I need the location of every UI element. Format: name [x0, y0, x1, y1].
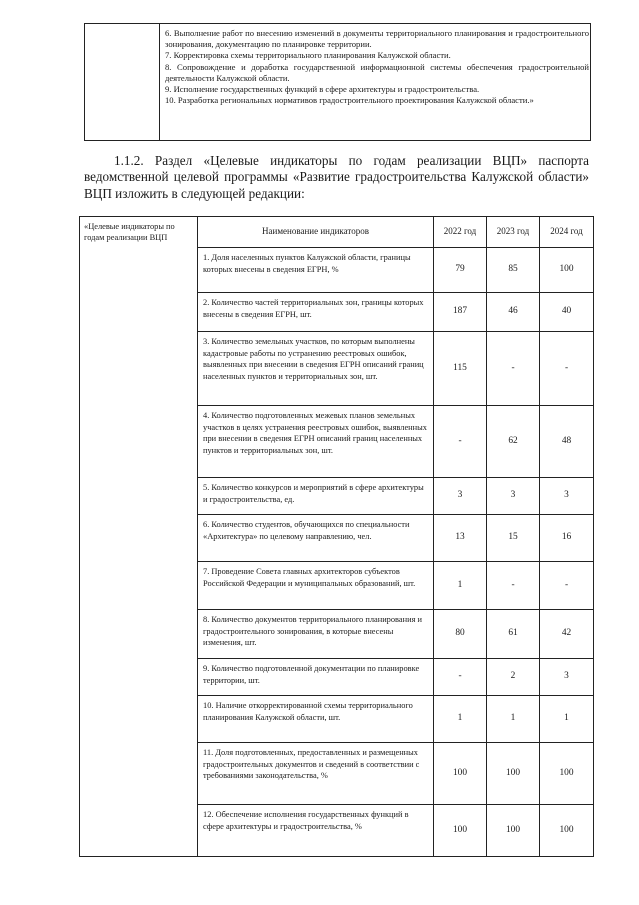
value-2022: -	[434, 406, 487, 478]
value-2024: -	[540, 332, 594, 406]
value-2022: 100	[434, 743, 487, 805]
value-2022: 1	[434, 562, 487, 610]
value-2023: 3	[487, 478, 540, 515]
indicator-name: 3. Количество земельных участков, по которым выполнены кадастровые работы по устранению реестровых ошибок, выявленных при внесении в сведения ЕГРН описаний границ населенных пунктов и территориальных зон, шт.	[198, 332, 434, 406]
value-2024: 16	[540, 515, 594, 562]
value-2023: 2	[487, 659, 540, 696]
value-2022: 13	[434, 515, 487, 562]
indicator-name: 6. Количество студентов, обучающихся по специальности «Архитектура» по целевому направлению, чел.	[198, 515, 434, 562]
value-2022: 1	[434, 696, 487, 743]
value-2023: 62	[487, 406, 540, 478]
table-header-row	[80, 217, 594, 248]
value-2024: 3	[540, 478, 594, 515]
header-indicator-name: Наименование индикаторов	[198, 217, 434, 248]
value-2022: 100	[434, 805, 487, 857]
value-2024: 40	[540, 293, 594, 332]
task-item: 6. Выполнение работ по внесению изменений в документы территориального планирования и градостроительного зонирования, документацию по планировке территории.	[165, 28, 589, 50]
value-2023: 85	[487, 248, 540, 293]
value-2024: 100	[540, 743, 594, 805]
task-item: 10. Разработка региональных нормативов градостроительного проектирования Калужской области.»	[165, 95, 534, 106]
header-2024: 2024 год	[540, 217, 594, 248]
header-2023: 2023 год	[487, 217, 540, 248]
indicator-name: 7. Проведение Совета главных архитекторов субъектов Российской Федерации и муниципальных образований, шт.	[198, 562, 434, 610]
value-2022: 79	[434, 248, 487, 293]
task-item: 8. Сопровождение и доработка государственной информационной системы обеспечения градостроительной деятельности Калужской области.	[165, 61, 589, 83]
value-2022: 187	[434, 293, 487, 332]
value-2022: -	[434, 659, 487, 696]
indicators-row-label: «Целевые индикаторы по годам реализации ВЦП	[80, 217, 198, 857]
value-2024: 42	[540, 610, 594, 659]
value-2023: 61	[487, 610, 540, 659]
indicators-table	[79, 216, 594, 857]
value-2023: 15	[487, 515, 540, 562]
value-2023: 100	[487, 743, 540, 805]
value-2024: 48	[540, 406, 594, 478]
continuation-label-cell	[85, 24, 160, 140]
value-2023: 100	[487, 805, 540, 857]
value-2023: 1	[487, 696, 540, 743]
indicator-name: 5. Количество конкурсов и мероприятий в сфере архитектуры и градостроительства, ед.	[198, 478, 434, 515]
value-2024: 100	[540, 805, 594, 857]
value-2024: 100	[540, 248, 594, 293]
indicator-name: 4. Количество подготовленных межевых планов земельных участков в целях устранения реестровых ошибок, выявленных при внесении в сведения ЕГРН описаний границ населенных пунктов и территориальных зон, шт.	[198, 406, 434, 478]
value-2022: 3	[434, 478, 487, 515]
indicator-name: 12. Обеспечение исполнения государственных функций в сфере архитектуры и градостроительства, %	[198, 805, 434, 857]
value-2023: -	[487, 332, 540, 406]
task-list	[165, 28, 589, 106]
value-2024: -	[540, 562, 594, 610]
indicator-name: 2. Количество частей территориальных зон, границы которых внесены в сведения ЕГРН, шт.	[198, 293, 434, 332]
task-item: 9. Исполнение государственных функций в сфере архитектуры и градостроительства.	[165, 84, 480, 95]
indicator-name: 8. Количество документов территориального планирования и градостроительного зонирования, в которые внесены изменения, шт.	[198, 610, 434, 659]
value-2023: 46	[487, 293, 540, 332]
value-2022: 115	[434, 332, 487, 406]
value-2022: 80	[434, 610, 487, 659]
indicator-name: 10. Наличие откорректированной схемы территориального планирования Калужской области, шт.	[198, 696, 434, 743]
value-2024: 1	[540, 696, 594, 743]
indicator-name: 11. Доля подготовленных, предоставленных и размещенных градостроительных документов и сведений в соответствии с требованиями законодательства, %	[198, 743, 434, 805]
value-2024: 3	[540, 659, 594, 696]
value-2023: -	[487, 562, 540, 610]
indicator-name: 1. Доля населенных пунктов Калужской области, границы которых внесены в сведения ЕГРН, %	[198, 248, 434, 293]
amendment-paragraph: 1.1.2. Раздел «Целевые индикаторы по годам реализации ВЦП» паспорта ведомственной целевой программы «Развитие градостроительства Калужской области» ВЦП изложить в следующей редакции:	[84, 153, 589, 201]
header-2022: 2022 год	[434, 217, 487, 248]
task-item: 7. Корректировка схемы территориального планирования Калужской области.	[165, 50, 451, 61]
continuation-table	[84, 23, 591, 141]
indicator-name: 9. Количество подготовленной документации по планировке территории, шт.	[198, 659, 434, 696]
